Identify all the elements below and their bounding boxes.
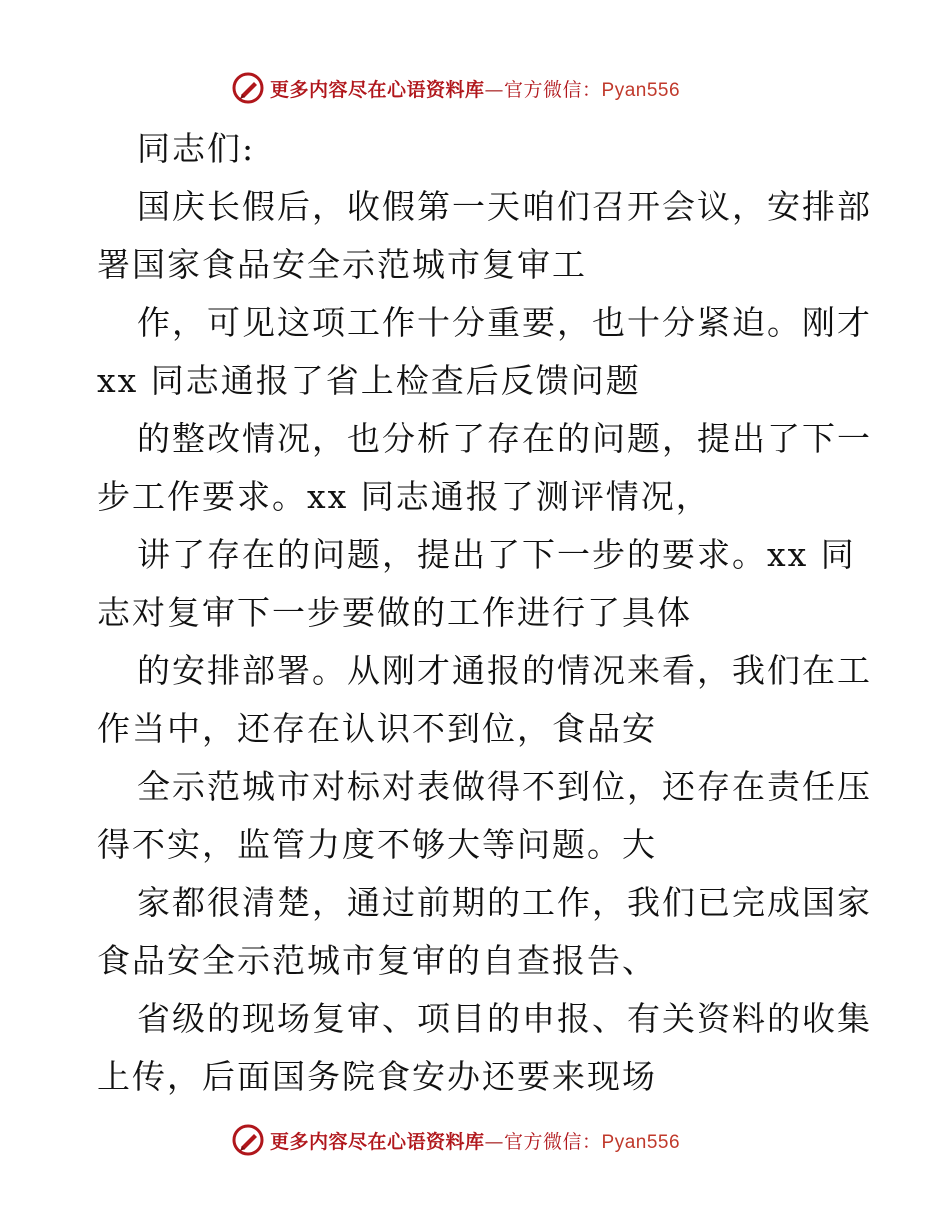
text-line: 步工作要求。xx 同志通报了测评情况，	[97, 477, 711, 516]
watermark-main-text: 更多内容尽在心语资料库	[270, 78, 485, 101]
footer-watermark	[232, 1124, 680, 1156]
text-line: 得不实，监管力度不够大等问题。大	[97, 825, 657, 864]
text-line: xx 同志通报了省上检查后反馈问题	[97, 361, 641, 400]
watermark-main-text: 更多内容尽在心语资料库	[270, 1130, 485, 1153]
watermark-official-label: 官方微信：	[504, 78, 602, 101]
text-line: 家都很清楚，通过前期的工作，我们已完成国家	[137, 883, 872, 922]
watermark-separator: —	[484, 78, 505, 101]
header-watermark	[232, 72, 680, 104]
text-line: 署国家食品安全示范城市复审工	[97, 245, 587, 284]
text-line: 上传，后面国务院食安办还要来现场	[97, 1057, 657, 1096]
text-line: 食品安全示范城市复审的自查报告、	[97, 941, 657, 980]
text-line: 同志们:	[137, 129, 256, 168]
text-line: 国庆长假后，收假第一天咱们召开会议，安排部	[137, 187, 872, 226]
text-line: 志对复审下一步要做的工作进行了具体	[97, 593, 692, 632]
text-line: 作，可见这项工作十分重要，也十分紧迫。刚才	[137, 303, 872, 342]
text-line: 的整改情况，也分析了存在的问题，提出了下一	[137, 419, 872, 458]
pen-logo-icon	[232, 1124, 264, 1156]
document-body	[97, 120, 872, 1106]
text-line: 的安排部署。从刚才通报的情况来看，我们在工	[137, 651, 872, 690]
watermark-separator: —	[484, 1130, 505, 1153]
watermark-wechat-id: Pyan556	[601, 79, 681, 101]
watermark-official-label: 官方微信：	[504, 1130, 602, 1153]
watermark-wechat-id: Pyan556	[601, 1131, 681, 1153]
pen-logo-icon	[232, 72, 264, 104]
text-line: 作当中，还存在认识不到位，食品安	[97, 709, 657, 748]
text-line: 讲了存在的问题，提出了下一步的要求。xx 同	[137, 535, 856, 574]
text-line: 全示范城市对标对表做得不到位，还存在责任压	[137, 767, 872, 806]
text-line: 省级的现场复审、项目的申报、有关资料的收集	[137, 999, 872, 1038]
